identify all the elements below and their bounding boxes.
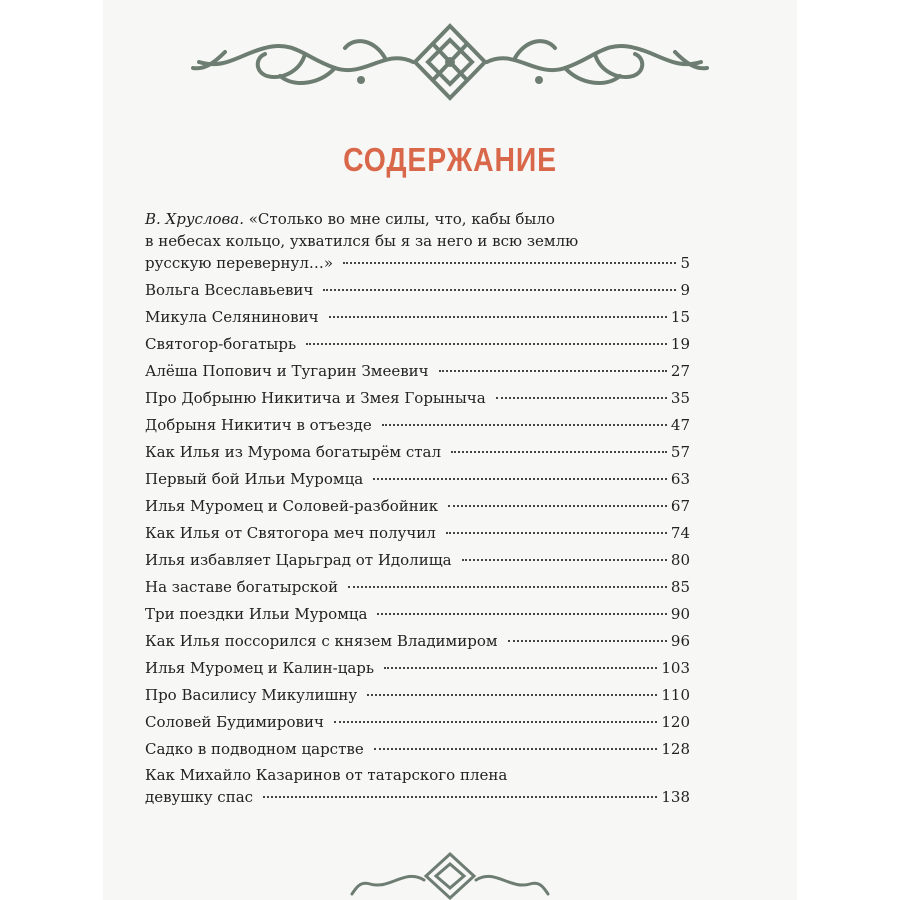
toc-page-number: 67 [670, 497, 690, 515]
toc-page-number: 5 [680, 254, 690, 272]
toc-entry[interactable] [145, 520, 690, 547]
toc-entry-title: Илья Муромец и Калин-царь [145, 659, 375, 677]
dot-leader [377, 613, 666, 615]
toc-entry-title: Святогор-богатырь [145, 335, 297, 353]
toc-page-number: 9 [680, 281, 690, 299]
toc-entry-title: Илья избавляет Царьград от Идолища [145, 551, 452, 569]
dot-leader [451, 451, 667, 453]
toc-entry[interactable] [145, 601, 690, 628]
intro-line-3: русскую перевернул…» [145, 254, 334, 272]
toc-entry-last[interactable] [145, 764, 690, 808]
dot-leader [373, 478, 667, 480]
toc-entry-title-line-1: Как Михайло Казаринов от татарского плена [145, 766, 508, 784]
toc-entry[interactable] [145, 574, 690, 601]
toc-entry[interactable] [145, 385, 690, 412]
toc-entry-title: На заставе богатырской [145, 578, 339, 596]
intro-line-2: в небесах кольцо, ухватился бы я за него и всю землю [145, 232, 579, 250]
dot-leader [382, 424, 667, 426]
toc-entry-title: Добрыня Никитич в отъезде [145, 416, 372, 434]
toc-entry-title: Первый бой Ильи Муромца [145, 470, 364, 488]
toc-entry[interactable] [145, 655, 690, 682]
toc-page-number: 47 [670, 416, 690, 434]
toc-entry-title: Про Добрыню Никитича и Змея Горыныча [145, 389, 486, 407]
toc-page-number: 120 [661, 713, 690, 731]
toc-page-number: 35 [670, 389, 690, 407]
toc-entry-title: Про Василису Микулишну [145, 686, 358, 704]
toc-page-number: 15 [670, 308, 690, 326]
dot-leader [448, 505, 667, 507]
toc-entry[interactable] [145, 736, 690, 763]
toc-entry[interactable] [145, 277, 690, 304]
toc-entry-title: Илья Муромец и Соловей-разбойник [145, 497, 439, 515]
toc-entry[interactable] [145, 466, 690, 493]
knot-ornament-icon [350, 850, 550, 900]
toc-page-number: 74 [670, 524, 690, 542]
dot-leader [462, 559, 667, 561]
toc-page-number: 110 [661, 686, 690, 704]
intro-line-1: «Столько во мне силы, что, кабы было [248, 210, 555, 228]
dot-leader [329, 316, 667, 318]
dot-leader [374, 748, 658, 750]
intro-author: В. Хруслова. [145, 210, 244, 228]
toc-entry-intro[interactable] [145, 208, 690, 274]
dot-leader [348, 586, 667, 588]
toc-entry-title: Алёша Попович и Тугарин Змеевич [145, 362, 429, 380]
toc-entry[interactable] [145, 412, 690, 439]
dot-leader [306, 343, 667, 345]
toc-page-number: 103 [661, 659, 690, 677]
toc-entry-title-line-2: девушку спас [145, 788, 254, 806]
knot-ornament-icon [185, 18, 715, 106]
toc-entry-title: Как Илья поссорился с князем Владимиром [145, 632, 498, 650]
dot-leader [323, 289, 676, 291]
toc-page-number: 63 [670, 470, 690, 488]
toc-page-number: 57 [670, 443, 690, 461]
toc-entry[interactable] [145, 331, 690, 358]
dot-leader [384, 667, 657, 669]
toc-entry-title: Как Илья от Святогора меч получил [145, 524, 436, 542]
toc-entry[interactable] [145, 682, 690, 709]
table-of-contents [145, 208, 690, 808]
toc-page-number: 80 [670, 551, 690, 569]
dot-leader [263, 796, 657, 798]
toc-entry-title: Как Илья из Мурома богатырём стал [145, 443, 442, 461]
dot-leader [334, 721, 657, 723]
toc-page-number: 19 [670, 335, 690, 353]
toc-entry-list [145, 277, 690, 763]
toc-entry-title: Садко в подводном царстве [145, 740, 364, 758]
toc-page-number: 96 [670, 632, 690, 650]
toc-entry[interactable] [145, 304, 690, 331]
book-page [103, 0, 797, 900]
dot-leader [496, 397, 667, 399]
toc-entry-title: Три поездки Ильи Муромца [145, 605, 368, 623]
dot-leader [343, 262, 676, 264]
toc-page-number: 138 [661, 788, 690, 806]
toc-page-number: 90 [670, 605, 690, 623]
toc-entry-title: Микула Селянинович [145, 308, 319, 326]
toc-entry[interactable] [145, 493, 690, 520]
toc-entry[interactable] [145, 358, 690, 385]
dot-leader [508, 640, 667, 642]
toc-entry[interactable] [145, 547, 690, 574]
toc-entry[interactable] [145, 439, 690, 466]
toc-entry[interactable] [145, 628, 690, 655]
toc-entry-title: Вольга Всеславьевич [145, 281, 314, 299]
dot-leader [439, 370, 667, 372]
toc-entry-title: Соловей Будимирович [145, 713, 324, 731]
dot-leader [446, 532, 667, 534]
page-title: СОДЕРЖАНИЕ [343, 141, 557, 178]
toc-entry[interactable] [145, 709, 690, 736]
dot-leader [367, 694, 657, 696]
toc-page-number: 85 [670, 578, 690, 596]
toc-page-number: 128 [661, 740, 690, 758]
toc-page-number: 27 [670, 362, 690, 380]
